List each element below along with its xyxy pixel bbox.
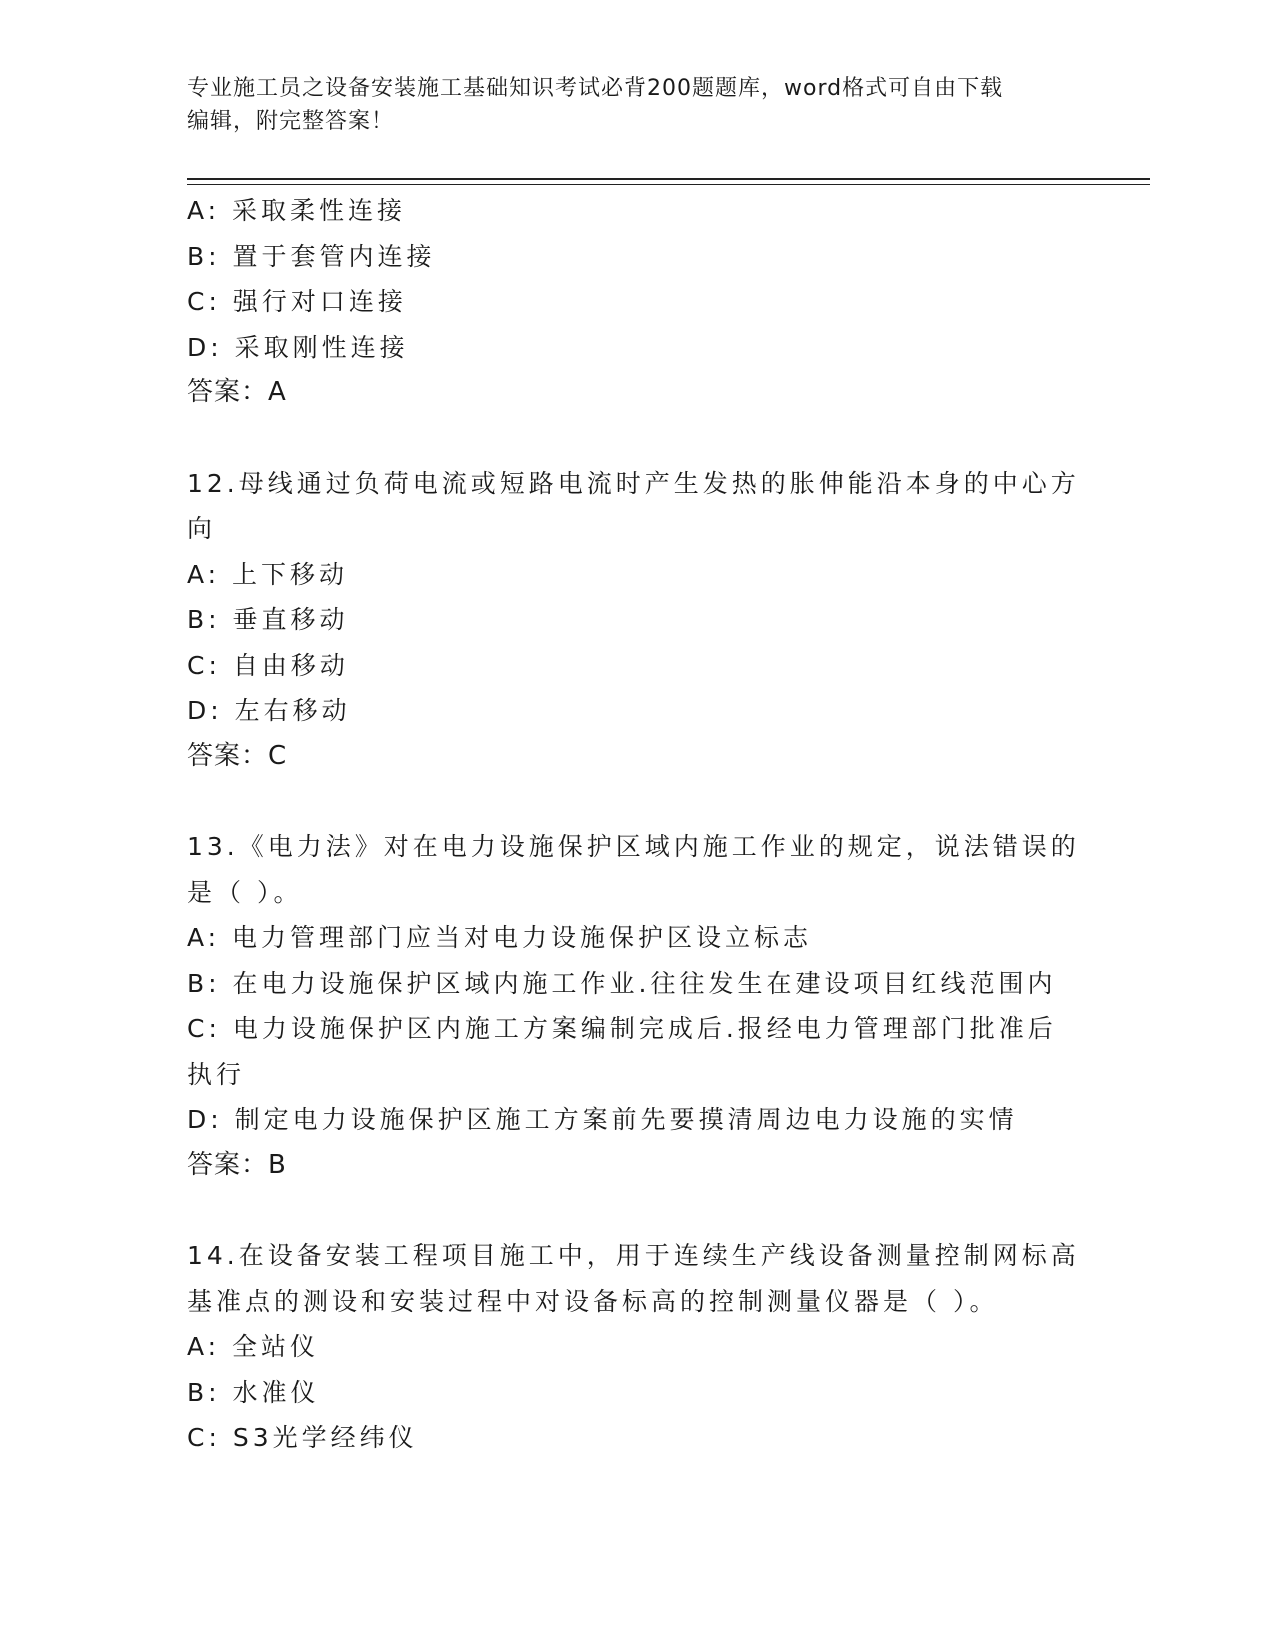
option-b: B: 水准仪	[187, 1377, 320, 1407]
question-14	[187, 1233, 1087, 1461]
header-title-line-1: 专业施工员之设备安装施工基础知识考试必背200题题库，word格式可自由下载	[187, 76, 1004, 101]
header-divider-thick	[187, 178, 1150, 180]
option-c: C: 强行对口连接	[187, 287, 407, 316]
question-stem-line-1: 13.《电力法》对在电力设施保护区域内施工作业的规定，说法错误的	[187, 832, 1080, 861]
option-d: D: 左右移动	[187, 696, 351, 725]
answer: 答案：A	[187, 377, 287, 407]
question-stem-line-2: 向	[187, 514, 217, 543]
question-stem-line-1: 14.在设备安装工程项目施工中，用于连续生产线设备测量控制网标高	[187, 1241, 1080, 1270]
answer: 答案：B	[187, 1149, 287, 1180]
option-c: C: 电力设施保护区内施工方案编制完成后.报经电力管理部门批准后	[187, 1014, 1057, 1043]
option-d: D: 采取刚性连接	[187, 332, 409, 362]
option-b: B: 置于套管内连接	[187, 241, 436, 271]
option-c-continued: 执行	[187, 1059, 246, 1089]
header-title-line-2: 编辑，附完整答案！	[187, 109, 395, 134]
question-stem-line-2: 是（ ）。	[187, 877, 303, 907]
option-a: A: 采取柔性连接	[187, 196, 407, 225]
question-list	[187, 188, 1087, 1461]
header-divider-thin	[187, 184, 1150, 185]
option-a: A: 上下移动	[187, 559, 349, 589]
option-a: A: 电力管理部门应当对电力设施保护区设立标志	[187, 923, 813, 952]
option-c: C: S3光学经纬仪	[187, 1423, 418, 1452]
option-c: C: 自由移动	[187, 650, 349, 680]
spacer	[187, 416, 1087, 461]
spacer	[187, 1188, 1087, 1233]
document-header	[187, 72, 1067, 138]
option-a: A: 全站仪	[187, 1332, 320, 1361]
question-stem-line-1: 12.母线通过负荷电流或短路电流时产生发热的胀伸能沿本身的中心方	[187, 468, 1080, 498]
spacer	[187, 779, 1087, 824]
question-11	[187, 188, 1087, 416]
question-12	[187, 461, 1087, 780]
option-d: D: 制定电力设施保护区施工方案前先要摸清周边电力设施的实情	[187, 1105, 1018, 1134]
question-stem-line-2: 基准点的测设和安装过程中对设备标高的控制测量仪器是（ ）。	[187, 1286, 999, 1316]
option-b: B: 在电力设施保护区域内施工作业.往往发生在建设项目红线范围内	[187, 968, 1057, 998]
answer: 答案：C	[187, 740, 288, 771]
option-b: B: 垂直移动	[187, 605, 349, 634]
question-13	[187, 824, 1087, 1188]
